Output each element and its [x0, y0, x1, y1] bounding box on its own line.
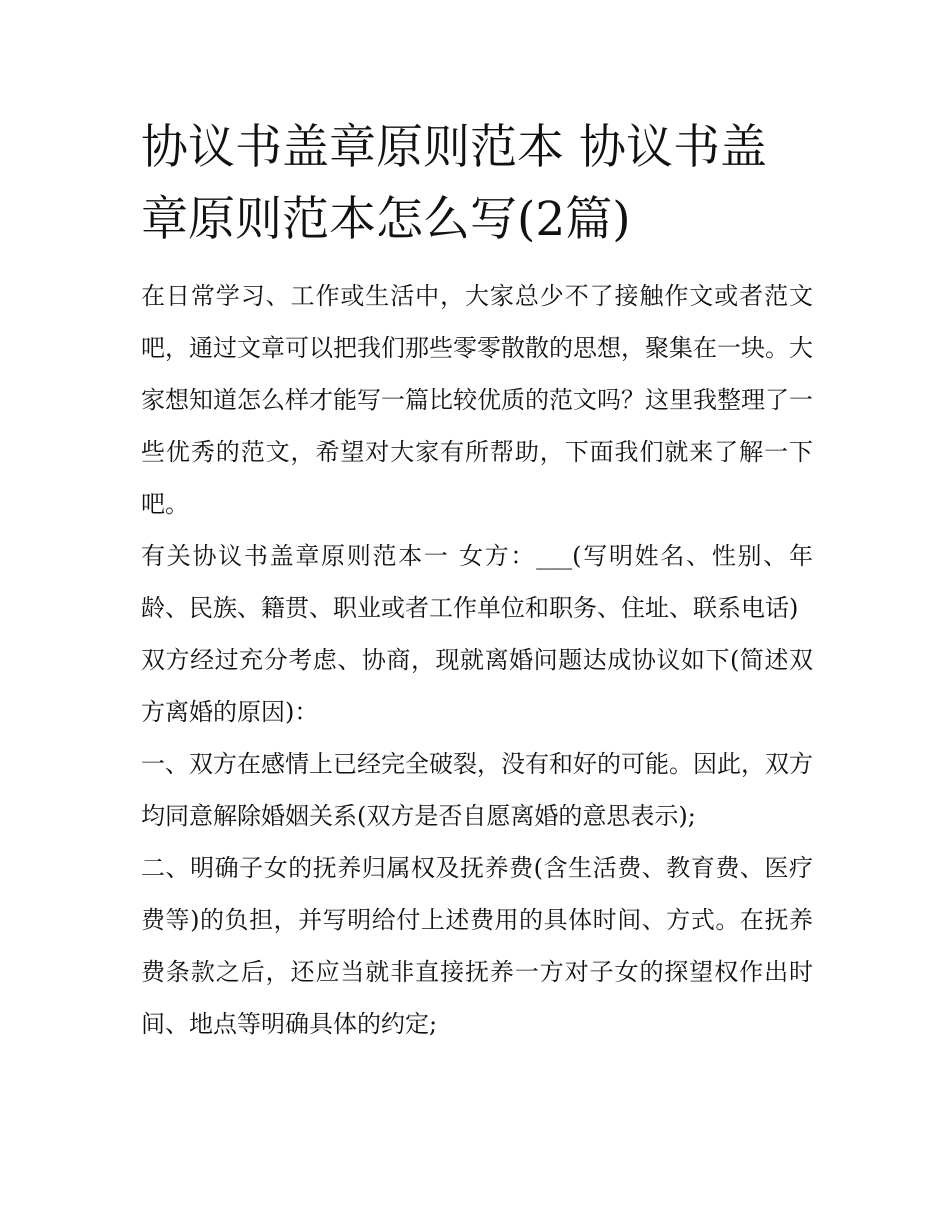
document-title: 协议书盖章原则范本 协议书盖章原则范本怎么写(2篇): [141, 120, 767, 247]
document-body: [141, 112, 813, 1050]
clause-one-paragraph: 一、双方在感情上已经完全破裂，没有和好的可能。因此，双方均同意解除婚姻关系(双方是否自愿离婚的意思表示);: [141, 750, 813, 830]
agreement-preamble-paragraph: 双方经过充分考虑、协商，现就离婚问题达成协议如下(简述双方离婚的原因)：: [141, 646, 813, 726]
clause-two-paragraph: 二、明确子女的抚养归属权及抚养费(含生活费、教育费、医疗费等)的负担，并写明给付上述费用的具体时间、方式。在抚养费条款之后，还应当就非直接抚养一方对子女的探望权作出时间、地点等明确具体的约定;: [141, 854, 813, 1038]
intro-paragraph: 在日常学习、工作或生活中，大家总少不了接触作文或者范文吧，通过文章可以把我们那些零零散散的思想，聚集在一块。大家想知道怎么样才能写一篇比较优质的范文吗？这里我整理了一些优秀的范文，希望对大家有所帮助，下面我们就来了解一下吧。: [141, 282, 813, 518]
sample-one-party-paragraph: 有关协议书盖章原则范本一 女方：___(写明姓名、性别、年龄、民族、籍贯、职业或者工作单位和职务、住址、联系电话): [141, 542, 813, 622]
